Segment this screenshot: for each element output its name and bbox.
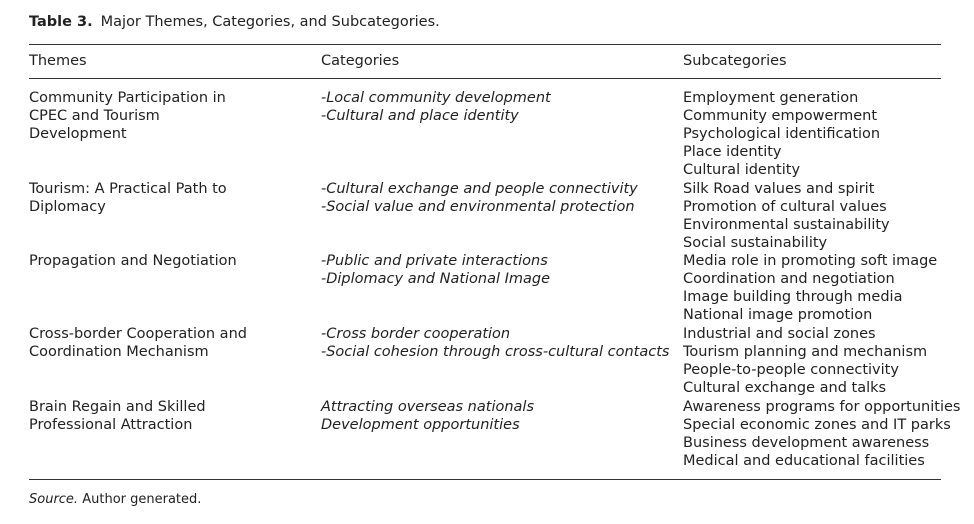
subcategories-cell (683, 252, 937, 324)
header-subcategories: Subcategories (683, 53, 787, 69)
category-item: -Local community development (321, 90, 551, 106)
subcategories-cell (683, 89, 880, 179)
subcategory-item: Media role in promoting soft image (683, 253, 938, 269)
table-bottom-rule (29, 479, 941, 480)
subcategory-item: Medical and educational facilities (683, 453, 925, 470)
categories-cell (321, 252, 550, 288)
subcategory-item: National image promotion (683, 307, 873, 324)
theme-line: CPEC and Tourism (29, 108, 160, 125)
table-source-note (29, 492, 201, 507)
subcategory-item: Environmental sustainability (683, 217, 890, 234)
table-header-rule (29, 78, 941, 79)
theme-cell (29, 180, 227, 216)
header-themes: Themes (29, 53, 87, 69)
category-item: Development opportunities (321, 417, 520, 434)
category-item: -Social cohesion through cross-cultural contacts (321, 344, 670, 361)
subcategory-item: Coordination and negotiation (683, 271, 895, 288)
header-categories: Categories (321, 53, 400, 69)
theme-line: Community Participation in (29, 90, 226, 106)
subcategory-item: Special economic zones and IT parks (683, 417, 951, 434)
categories-cell (321, 89, 551, 125)
category-item: -Cultural exchange and people connectivity (321, 181, 638, 197)
theme-line: Development (29, 126, 127, 143)
category-item: -Social value and environmental protection (321, 199, 635, 216)
subcategory-item: Industrial and social zones (683, 326, 876, 342)
source-text: Author generated. (82, 492, 202, 507)
category-item: -Cross border cooperation (321, 326, 511, 342)
theme-cell (29, 325, 247, 361)
subcategory-item: Community empowerment (683, 108, 878, 125)
category-item: -Diplomacy and National Image (321, 271, 551, 288)
categories-cell (321, 325, 669, 361)
subcategory-item: Silk Road values and spirit (683, 181, 875, 197)
subcategories-cell (683, 180, 890, 252)
theme-line: Brain Regain and Skilled (29, 399, 206, 415)
table-caption (29, 14, 440, 30)
theme-line: Diplomacy (29, 199, 106, 216)
categories-cell (321, 398, 534, 434)
subcategory-item: Social sustainability (683, 235, 828, 252)
subcategories-cell (683, 325, 927, 397)
theme-line: Cross-border Cooperation and (29, 326, 247, 342)
theme-line: Propagation and Negotiation (29, 253, 237, 269)
table-top-rule (29, 44, 941, 45)
theme-cell (29, 398, 206, 434)
category-item: -Cultural and place identity (321, 108, 519, 125)
subcategory-item: Business development awareness (683, 435, 930, 452)
subcategory-item: Psychological identification (683, 126, 881, 143)
subcategory-item: Place identity (683, 144, 782, 161)
category-item: -Public and private interactions (321, 253, 548, 269)
table-title: Major Themes, Categories, and Subcategories. (100, 14, 440, 30)
subcategory-item: Tourism planning and mechanism (683, 344, 928, 361)
subcategory-item: Cultural identity (683, 162, 801, 179)
categories-cell (321, 180, 638, 216)
theme-line: Tourism: A Practical Path to (29, 181, 227, 197)
subcategory-item: Employment generation (683, 90, 859, 106)
theme-cell (29, 89, 226, 143)
theme-line: Coordination Mechanism (29, 344, 209, 361)
source-label: Source. (29, 492, 79, 507)
category-item: Attracting overseas nationals (321, 399, 535, 415)
subcategory-item: Cultural exchange and talks (683, 380, 887, 397)
subcategory-item: People-to-people connectivity (683, 362, 899, 379)
theme-line: Professional Attraction (29, 417, 193, 434)
subcategory-item: Image building through media (683, 289, 903, 306)
theme-cell (29, 252, 237, 270)
subcategory-item: Awareness programs for opportunities (683, 399, 961, 415)
table-label: Table 3. (29, 14, 93, 30)
subcategories-cell (683, 398, 960, 470)
subcategory-item: Promotion of cultural values (683, 199, 887, 216)
